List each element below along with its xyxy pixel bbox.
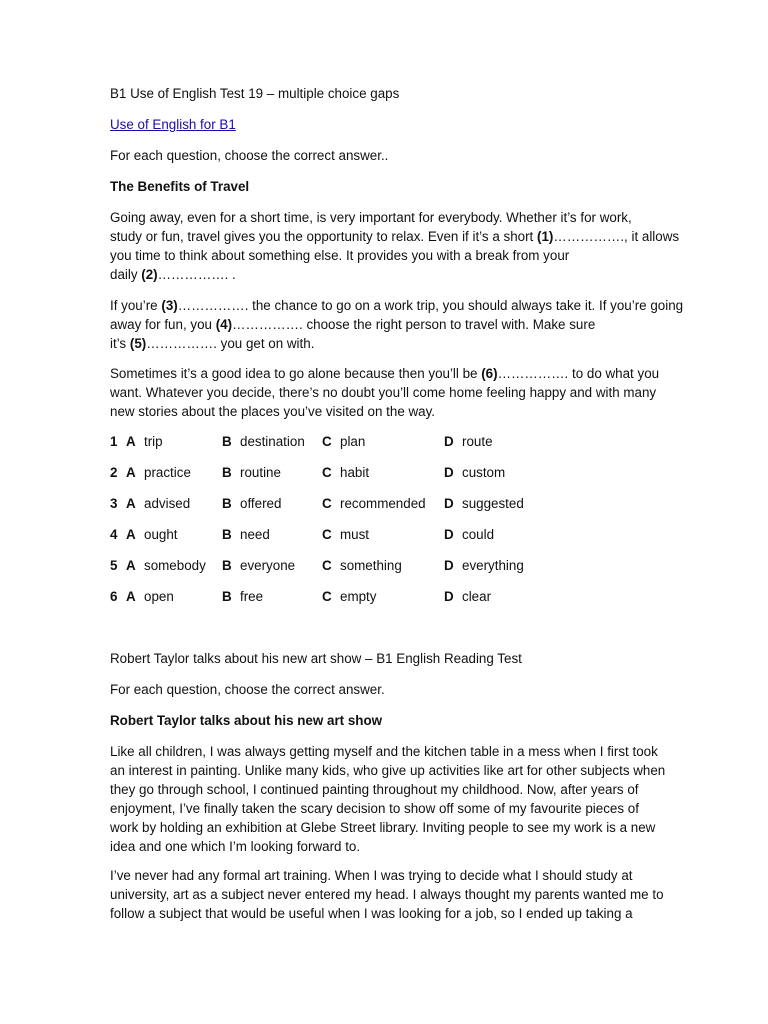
reading-title: Robert Taylor talks about his new art show xyxy=(110,713,383,728)
option-text: plan xyxy=(340,434,366,449)
text-line: they go through school, I continued painting throughout my childhood. Now, after years of xyxy=(110,782,639,797)
reading-test-heading: Robert Taylor talks about his new art show – B1 English Reading Test xyxy=(110,651,522,666)
option-letter: A xyxy=(126,558,136,573)
option-letter: B xyxy=(222,465,232,480)
text-line: follow a subject that would be useful when I was looking for a job, so I ended up taking a xyxy=(110,906,633,921)
option-letter: D xyxy=(444,434,454,449)
question-row xyxy=(110,527,670,547)
instruction-text: For each question, choose the correct answer.. xyxy=(110,148,389,163)
option-letter: D xyxy=(444,465,454,480)
option-text: something xyxy=(340,558,402,573)
option-text: need xyxy=(240,527,270,542)
question-number: 2 xyxy=(110,465,118,480)
text-line: If you’re (3)……………. the chance to go on a work trip, you should always take it. If you’re going xyxy=(110,298,684,313)
option-text: custom xyxy=(462,465,506,480)
passage-title: The Benefits of Travel xyxy=(110,179,250,194)
option-letter: C xyxy=(322,434,332,449)
option-letter: C xyxy=(322,527,332,542)
option-text: everyone xyxy=(240,558,296,573)
question-number: 5 xyxy=(110,558,118,573)
text-line: it’s (5)……………. you get on with. xyxy=(110,336,315,351)
question-number: 1 xyxy=(110,434,118,449)
question-row xyxy=(110,589,670,609)
text-line: idea and one which I’m looking forward to. xyxy=(110,839,361,854)
option-letter: C xyxy=(322,589,332,604)
text-line: daily (2)……………. . xyxy=(110,267,236,282)
option-text: advised xyxy=(144,496,191,511)
option-text: clear xyxy=(462,589,492,604)
test-heading: B1 Use of English Test 19 – multiple choice gaps xyxy=(110,86,400,101)
text-line: enjoyment, I’ve finally taken the scary decision to show off some of my favourite pieces of xyxy=(110,801,639,816)
option-text: ought xyxy=(144,527,178,542)
gap-number: (3) xyxy=(161,298,178,313)
option-text: everything xyxy=(462,558,524,573)
option-letter: C xyxy=(322,558,332,573)
option-letter: A xyxy=(126,496,136,511)
text-line: Sometimes it’s a good idea to go alone because then you’ll be (6)……………. to do what you xyxy=(110,366,660,381)
use-of-english-link[interactable]: Use of English for B1 xyxy=(110,117,236,132)
option-text: free xyxy=(240,589,264,604)
text-line: you time to think about something else. It provides you with a break from your xyxy=(110,248,570,263)
option-text: must xyxy=(340,527,370,542)
option-text: destination xyxy=(240,434,305,449)
gap-number: (6) xyxy=(481,366,498,381)
reading-paragraph-2 xyxy=(110,866,670,923)
option-letter: C xyxy=(322,465,332,480)
question-number: 6 xyxy=(110,589,118,604)
option-letter: B xyxy=(222,527,232,542)
text-line: away for fun, you (4)……………. choose the right person to travel with. Make sure xyxy=(110,317,596,332)
gap-number: (1) xyxy=(536,229,554,244)
option-text: practice xyxy=(144,465,191,480)
reading-instruction: For each question, choose the correct answer. xyxy=(110,682,385,697)
text-line: an interest in painting. Unlike many kids, who give up activities like art for other subjects when xyxy=(110,763,666,778)
text-line: work by holding an exhibition at Glebe Street library. Inviting people to see my work is a new xyxy=(110,820,656,835)
option-text: offered xyxy=(240,496,282,511)
option-text: open xyxy=(144,589,174,604)
option-text: trip xyxy=(144,434,163,449)
option-text: suggested xyxy=(462,496,524,511)
text-line: Like all children, I was always getting myself and the kitchen table in a mess when I first took xyxy=(110,744,658,759)
option-letter: A xyxy=(126,589,136,604)
option-text: could xyxy=(462,527,495,542)
option-letter: B xyxy=(222,496,232,511)
question-row xyxy=(110,434,670,454)
option-letter: A xyxy=(126,434,136,449)
option-text: somebody xyxy=(144,558,206,573)
option-letter: C xyxy=(322,496,332,511)
question-number: 4 xyxy=(110,527,118,542)
paragraph-3 xyxy=(110,364,670,421)
option-letter: B xyxy=(222,589,232,604)
option-text: habit xyxy=(340,465,370,480)
option-letter: B xyxy=(222,558,232,573)
option-letter: A xyxy=(126,465,136,480)
gap-number: (5) xyxy=(129,336,147,351)
option-text: empty xyxy=(340,589,377,604)
option-text: route xyxy=(462,434,493,449)
reading-paragraph-1 xyxy=(110,742,670,856)
option-letter: D xyxy=(444,558,454,573)
option-letter: D xyxy=(444,496,454,511)
gap-number: (2) xyxy=(141,267,158,282)
text-line: want. Whatever you decide, there’s no doubt you’ll come home feeling happy and with many xyxy=(110,385,657,400)
paragraph-1 xyxy=(110,208,680,284)
option-text: recommended xyxy=(340,496,426,511)
question-number: 3 xyxy=(110,496,118,511)
question-row xyxy=(110,465,670,485)
text-line: I’ve never had any formal art training. When I was trying to decide what I should study at xyxy=(110,868,633,883)
option-text: routine xyxy=(240,465,281,480)
option-letter: D xyxy=(444,527,454,542)
gap-number: (4) xyxy=(215,317,233,332)
text-line: university, art as a subject never entered my head. I always thought my parents wanted me to xyxy=(110,887,664,902)
option-letter: A xyxy=(126,527,136,542)
paragraph-2 xyxy=(110,296,684,353)
question-row xyxy=(110,496,670,516)
question-row xyxy=(110,558,670,578)
text-line: Going away, even for a short time, is very important for everybody. Whether it’s for work, xyxy=(110,210,632,225)
option-letter: D xyxy=(444,589,454,604)
text-line: study or fun, travel gives you the opportunity to relax. Even if it’s a short (1)……………., it allows xyxy=(110,229,680,244)
text-line: new stories about the places you’ve visited on the way. xyxy=(110,404,436,419)
option-letter: B xyxy=(222,434,232,449)
